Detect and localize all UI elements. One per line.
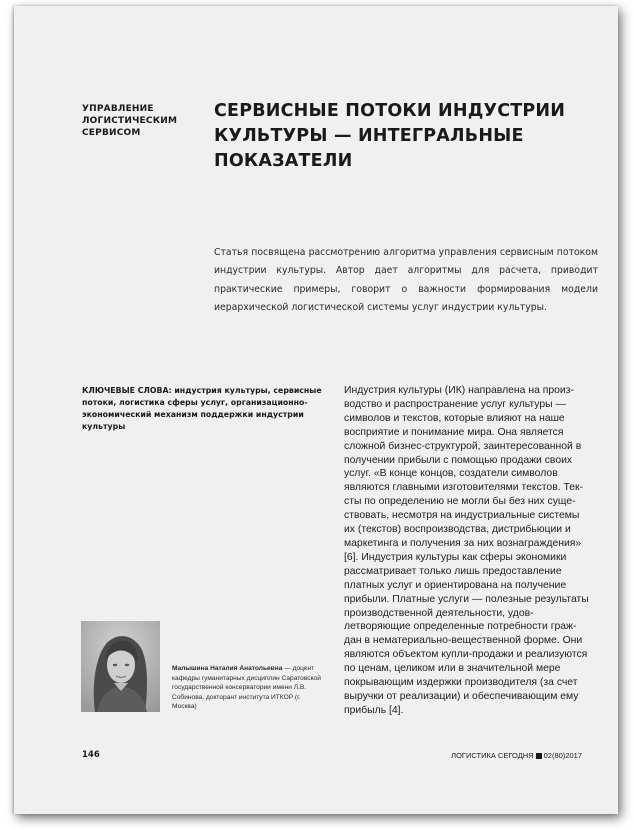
page-number: 146 <box>82 750 100 760</box>
article-abstract: Статья посвящена рассмотрению алгоритма управления сервисным потоком индустрии культуры. Автор дает алгоритмы для расчета, приводит практические примеры, говорит о важности формирования модели иерархической логистической системы услуг индустрии культуры. <box>214 247 598 313</box>
author-photo <box>81 621 160 712</box>
keywords-text: индустрия культуры, сервисные потоки, логистика сферы услуг, организационно-экономический механизм поддержки индустрии культуры <box>82 386 322 431</box>
journal-name: ЛОГИСТИКА СЕГОДНЯ <box>451 751 534 760</box>
keywords-label: КЛЮЧЕВЫЕ СЛОВА: <box>82 386 172 395</box>
journal-footer <box>451 751 582 760</box>
square-separator-icon <box>536 753 542 759</box>
author-bio <box>172 664 324 712</box>
article-body: Индустрия культуры (ИК) направлена на производство и распространение услуг культуры — символов и текстов, которые влияют на наше восприятие и понимание мира. Она является сложной бизнес-структурой, заинтересованной в получении прибыли с помощью продажи своих услуг. «В конце концов, создатели символов являются главными изготовителями текстов. Тексты по определению не могли бы без них существовать, несмотря на индустриальные системы их (текстов) воспроизводства, дистрибьюции и маркетинга и получения за них вознаграждения» [6]. Индустрия культуры как сферы экономики рассматривает только лишь предоставление платных услуг и ориентирована на получение прибыли. Платные услуги — полезные результаты производственной деятельности, удовлетворяющие определенные потребности граждан в нематериально-вещественной форме. Они являются объектом купли-продажи и реализуются по ценам, целиком или в значительной мере покрывающим издержки производителя (за счет выручки от реализации) и обеспечивающим ему прибыль [4]. <box>344 385 589 716</box>
article-title: СЕРВИСНЫЕ ПОТОКИ ИНДУСТРИИ КУЛЬТУРЫ — ИНТЕГРАЛЬНЫЕ ПОКАЗАТЕЛИ <box>214 101 566 171</box>
journal-page <box>14 6 618 814</box>
keywords-block <box>82 385 322 433</box>
author-description: — доцент кафедры гуманитарных дисциплин Саратовской государственной консерватории имени Л.В. Собинова, докторант института ИТКОР (г. Москва) <box>172 665 321 711</box>
journal-issue: 02(80)2017 <box>543 751 582 760</box>
author-portrait-image <box>81 621 160 712</box>
author-name: Малышина Наталия Анатольевна <box>172 665 283 672</box>
section-label: УПРАВЛЕНИЕ ЛОГИСТИЧЕСКИМ СЕРВИСОМ <box>82 104 178 138</box>
